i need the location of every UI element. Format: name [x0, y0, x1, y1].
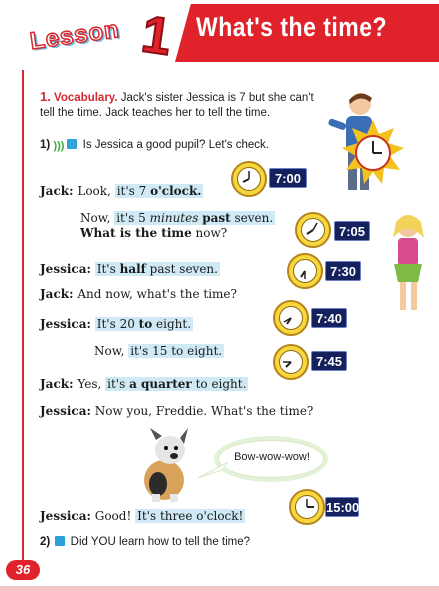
clock-7-05 — [295, 212, 331, 248]
speech-bubble-tail — [198, 462, 228, 480]
lesson-number: 1 — [138, 5, 175, 67]
clock-7-30 — [287, 253, 323, 289]
clock-7-45 — [273, 344, 309, 380]
digital-time: 7:05 — [334, 221, 370, 241]
task-1 — [40, 139, 269, 151]
digital-time: 7:45 — [311, 351, 347, 371]
lesson-title: What's the time? — [196, 11, 388, 42]
jessica-illustration — [384, 208, 436, 316]
margin-rule — [22, 70, 24, 566]
clock-15-00 — [289, 489, 325, 525]
vocabulary-label: Vocabulary. — [54, 92, 118, 104]
dialogue-line: Now, it's 15 to eight. — [94, 344, 223, 358]
clock-7-00 — [231, 161, 267, 197]
dialogue-line: Jack: Look, it's 7 o'clock. — [40, 184, 202, 198]
digital-time: 15:00 — [325, 497, 359, 517]
dialogue-line: Jessica: Now you, Freddie. What's the time? — [40, 404, 314, 418]
dialogue-line: Jessica: It's half past seven. — [40, 262, 218, 276]
intro-text: Jack's sister Jessica is 7 but she can't tell the time. Jack teaches her to tell the time. — [40, 92, 314, 119]
digital-time: 7:00 — [269, 168, 307, 188]
task-1-number: 1) — [40, 139, 51, 151]
book-icon — [67, 139, 77, 149]
task-2-number: 2) — [40, 536, 51, 548]
dialogue-line: What is the time now? — [80, 226, 228, 240]
dialogue-line: Now, it's 5 minutes past seven. — [80, 211, 274, 225]
book-icon — [55, 536, 65, 546]
lesson-word: Lesson — [28, 15, 122, 56]
clock-7-40 — [273, 300, 309, 336]
digital-time: 7:30 — [325, 261, 361, 281]
dialogue-line: Jessica: Good! It's three o'clock! — [40, 509, 244, 523]
digital-time: 7:40 — [311, 308, 347, 328]
task-2-text: Did YOU learn how to tell the time? — [70, 536, 251, 548]
exercise-number: 1. — [40, 89, 51, 104]
sun-clock-icon — [340, 120, 406, 186]
dialogue-line: Jack: And now, what's the time? — [40, 287, 237, 301]
dialogue-line: Jack: Yes, it's a quarter to eight. — [40, 377, 247, 391]
freddie-dog-illustration — [130, 428, 200, 504]
page-bottom-band — [0, 586, 439, 591]
task-2 — [40, 536, 250, 548]
bubble-text: Bow-wow-wow! — [234, 451, 310, 463]
task-1-text: Is Jessica a good pupil? Let's check. — [82, 139, 269, 151]
page-number: 36 — [6, 560, 40, 580]
audio-icon[interactable]: ))) — [53, 140, 65, 152]
vocabulary-intro — [40, 90, 330, 120]
dialogue-line: Jessica: It's 20 to eight. — [40, 317, 192, 331]
